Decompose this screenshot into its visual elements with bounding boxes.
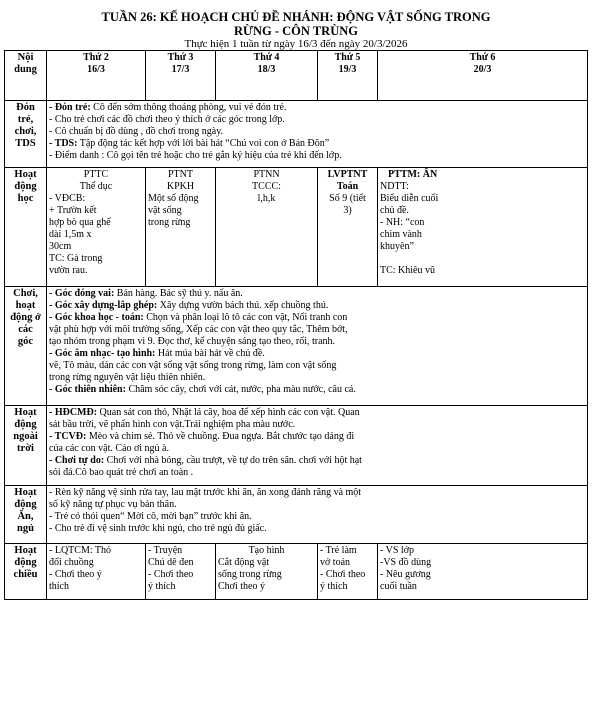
row-head-text: góc <box>17 336 34 347</box>
cell-subtitle: NDTT: <box>380 181 409 192</box>
cell-line: 30cm <box>49 241 72 252</box>
cell-line: TC: Khiêu vũ <box>380 265 435 276</box>
line-text: Cô đến sớm thông thoáng phòng, vui vẻ đón trẻ. <box>90 102 287 113</box>
text-line <box>49 431 585 443</box>
cell-line: - VS lớp <box>380 545 414 556</box>
text-line <box>49 455 585 467</box>
row-head-text: Hoạt <box>14 545 37 556</box>
reception-content <box>47 101 588 168</box>
cell-line: - LQTCM: Thỏ <box>49 545 112 556</box>
cell-title: PTTC <box>83 169 109 180</box>
learning-cell-thu <box>318 168 378 287</box>
text-line <box>49 102 585 114</box>
row-head-text: TDS <box>15 138 36 149</box>
text-line <box>49 443 585 455</box>
text-line <box>49 150 585 162</box>
row-head-text: động <box>14 181 37 192</box>
cell-line: 3) <box>343 205 352 216</box>
cell-line: - Nêu gương <box>380 569 431 580</box>
cell-title: PTNT <box>168 169 193 180</box>
corners-content <box>47 287 588 406</box>
row-head-text: Ăn, <box>17 511 34 522</box>
corners-head <box>5 287 47 406</box>
cell-line: vườn rau. <box>49 265 88 276</box>
cell-line: thích <box>49 581 69 592</box>
cell-line: l,h,k <box>257 193 276 204</box>
text-line <box>49 300 585 312</box>
text-line <box>49 407 585 419</box>
cell-line: đổi chuồng <box>49 557 94 568</box>
outdoor-content <box>47 406 588 486</box>
content-header-text: Nội <box>17 52 34 63</box>
row-head-text: các <box>18 324 33 335</box>
cell-line: ý thích <box>320 581 348 592</box>
day-name: Thứ 3 <box>167 52 194 63</box>
row-head-text: ngủ <box>17 523 34 534</box>
cell-line: Tạo hình <box>248 545 285 556</box>
row-head-text: Đón <box>16 102 35 113</box>
page-title-line1: TUẦN 26: KẾ HOẠCH CHỦ ĐỀ NHÁNH: ĐỘNG VẬT SỐNG TRONG <box>101 10 491 24</box>
afternoon-cell-fri <box>378 544 588 600</box>
meals-head <box>5 486 47 544</box>
line-text: vật phù hợp với môi trường sống, Xếp các con vật theo quy tắc, Thêm bớt, <box>49 324 348 335</box>
line-text: Chăm sóc cây, chơi với cát, nước, pha màu nước, câu cá. <box>125 384 356 395</box>
page-title-line2: RỪNG - CÔN TRÙNG <box>234 24 358 38</box>
cell-line: - Truyện <box>148 545 183 556</box>
row-head-text: chiều <box>13 569 38 580</box>
cell-line: -VS đồ dùng <box>380 557 432 568</box>
row-head-text: Chơi, <box>13 288 38 299</box>
row-head-text: chơi, <box>14 126 37 137</box>
learning-cell-wed <box>216 168 318 287</box>
cell-line: dài 1,5m x <box>49 229 92 240</box>
meals-row <box>5 486 588 544</box>
reception-head <box>5 101 47 168</box>
text-line <box>49 384 585 396</box>
row-head-text: động <box>14 419 37 430</box>
line-text: Chọn và phân loại lô tô các con vật, Nối tranh con <box>143 312 348 323</box>
table-header-row <box>5 51 588 101</box>
line-label: - Góc xây dựng-lắp ghép: <box>49 300 158 311</box>
cell-line: Một số động <box>148 193 199 204</box>
text-line: - Cho trẻ đi vệ sinh trước khi ngủ, cho trẻ ngủ đủ giấc. <box>49 523 267 534</box>
cell-line: vở toán <box>320 557 351 568</box>
content-header-text: dung <box>14 64 37 75</box>
day-name: Thứ 4 <box>253 52 280 63</box>
row-head-text: Hoạt <box>14 407 37 418</box>
line-label: - TDS: <box>49 138 78 149</box>
text-line: - Rèn kỹ năng vệ sinh rửa tay, lau mặt trước khi ăn, ăn xong đánh răng và một <box>49 487 362 498</box>
learning-cell-mon <box>47 168 146 287</box>
afternoon-head <box>5 544 47 600</box>
text-line <box>49 288 585 300</box>
text-line <box>49 336 585 348</box>
cell-line: Chú dê đen <box>148 557 194 568</box>
cell-line: - VĐCB: <box>49 193 86 204</box>
row-head-text: động ở <box>10 312 41 323</box>
cell-line: vật sống <box>148 205 182 216</box>
afternoon-cell-mon <box>47 544 146 600</box>
line-label: - Góc khoa học - toán: <box>49 312 144 323</box>
line-text: tạo nhóm trong phạm vi 9. Đọc thơ, kể chuyện sáng tạo theo, rối, tranh. <box>49 336 336 347</box>
row-head-text: Hoạt <box>14 169 37 180</box>
text-line <box>49 324 585 336</box>
day-date: 16/3 <box>87 64 105 75</box>
day-header-tue <box>146 51 216 101</box>
day-date: 20/3 <box>473 64 492 75</box>
cell-line: - Chơi theo <box>320 569 366 580</box>
learning-head <box>5 168 47 287</box>
row-head-text: động <box>14 499 37 510</box>
line-label: - Chơi tự do: <box>49 455 105 466</box>
afternoon-cell-thu <box>318 544 378 600</box>
row-head-text: trẻ, <box>17 114 34 125</box>
line-text: Tập động tác kết hợp với lời bài hát “Chú voi con ở Bản Đôn” <box>77 138 330 149</box>
text-line <box>49 360 585 372</box>
line-text: sỏi đá.Cô bao quát trẻ chơi an toàn . <box>49 467 194 478</box>
outdoor-head <box>5 406 47 486</box>
cell-line: hợp bò qua ghế <box>49 217 111 228</box>
cell-line: + Trườn kết <box>49 205 97 216</box>
text-line <box>49 467 585 479</box>
corners-row <box>5 287 588 406</box>
learning-cell-tue <box>146 168 216 287</box>
cell-line: ý thích <box>148 581 176 592</box>
line-text: vẽ, Tô màu, dán các con vật sống vật sống trong rừng, làm con vật sống <box>49 360 337 371</box>
cell-subtitle: Thể dục <box>79 181 113 192</box>
cell-line: trong rừng <box>148 217 191 228</box>
line-text: Hát múa bài hát về chủ đề. <box>155 348 265 359</box>
day-date: 17/3 <box>171 64 190 75</box>
cell-line: chủ đề. <box>380 205 409 216</box>
text-line <box>49 138 585 150</box>
line-label: - Góc âm nhạc- tạo hình: <box>49 348 156 359</box>
cell-line: cuối tuần <box>380 581 417 592</box>
day-name: Thứ 2 <box>83 52 109 63</box>
line-text: Bán hàng. Bác sỹ thú y. nấu ăn. <box>114 288 243 299</box>
text-line <box>49 114 585 126</box>
cell-line: - NH: “con <box>380 217 425 228</box>
day-header-mon <box>47 51 146 101</box>
line-text: sát bầu trời, vẽ phấn hình con vật.Trải nghiệm pha màu nước. <box>49 419 296 430</box>
line-label: - HĐCMĐ: <box>49 407 98 418</box>
cell-title: PTNN <box>253 169 280 180</box>
learning-row <box>5 168 588 287</box>
cell-line: khuyên” <box>380 241 414 252</box>
day-name: Thứ 5 <box>334 52 361 63</box>
reception-row <box>5 101 588 168</box>
afternoon-cell-wed <box>216 544 318 600</box>
cell-line: - Trẻ làm <box>320 545 357 556</box>
day-header-wed <box>216 51 318 101</box>
row-head-text: trời <box>17 443 34 454</box>
day-header-thu <box>318 51 378 101</box>
line-label: - TCVĐ: <box>49 431 87 442</box>
page-subtitle: Thực hiện 1 tuần từ ngày 16/3 đến ngày 20/3/2026 <box>184 38 408 50</box>
cell-line: Cắt động vật <box>218 557 270 568</box>
row-head-text: ngoài <box>13 431 38 442</box>
weekly-plan-table <box>4 50 588 600</box>
cell-line: TC: Gà trong <box>49 253 103 264</box>
content-header-cell <box>5 51 47 101</box>
day-name: Thứ 6 <box>469 52 496 63</box>
line-text: của các con vật. Cáo ơi ngủ à. <box>49 443 169 454</box>
text-line <box>49 126 585 138</box>
line-label: - Góc đóng vai: <box>49 288 115 299</box>
line-text: - Điểm danh : Cô gọi tên trẻ hoặc cho trẻ gắn ký hiệu của trẻ khi đến lớp. <box>49 150 342 161</box>
line-text: - Cho trẻ chơi các đồ chơi theo ý thích ở các góc trong lớp. <box>49 114 285 125</box>
learning-cell-fri <box>378 168 588 287</box>
line-text: Quan sát con thỏ, Nhặt lá cây, hoa để xếp hình các con vật. Quan <box>97 407 360 418</box>
cell-subtitle: Toán <box>336 181 359 192</box>
cell-line: - Chơi theo ý <box>49 569 102 580</box>
text-line <box>49 419 585 431</box>
cell-line: Biểu diễn cuối <box>380 193 439 204</box>
cell-line: Chơi theo ý <box>218 581 265 592</box>
outdoor-row <box>5 406 588 486</box>
text-line: - Trẻ có thói quen“ Mời cô, mời bạn” trước khi ăn. <box>49 511 252 522</box>
row-head-text: Hoạt <box>14 487 37 498</box>
day-date: 18/3 <box>257 64 276 75</box>
cell-subtitle: KPKH <box>166 181 195 192</box>
line-label: - Góc thiên nhiên: <box>49 384 126 395</box>
cell-title: LVPTNT <box>327 169 368 180</box>
day-header-fri <box>378 51 588 101</box>
text-line <box>49 312 585 324</box>
line-text: Chơi với nhà bóng, cầu trượt, về tự do trên sân. chơi với hột hạt <box>104 455 362 466</box>
row-head-text: học <box>17 193 34 204</box>
cell-subtitle: TCCC: <box>252 181 281 192</box>
day-date: 19/3 <box>338 64 357 75</box>
line-text: trong rừng nguyên vật liệu thiên nhiên. <box>49 372 206 383</box>
row-head-text: hoạt <box>15 300 36 311</box>
cell-line <box>380 253 585 265</box>
cell-line: Số 9 (tiết <box>329 193 366 204</box>
line-text: Xây dựng vườn bách thú. xếp chuồng thú. <box>157 300 329 311</box>
cell-line: sống trong rừng <box>218 569 282 580</box>
row-head-text: động <box>14 557 37 568</box>
cell-line: - Chơi theo <box>148 569 194 580</box>
text-line <box>49 372 585 384</box>
line-text: Mèo và chim sẻ. Thỏ về chuồng. Đua ngựa. Bắt chước tạo dáng đi <box>86 431 355 442</box>
line-label: - Đón trẻ: <box>49 102 91 113</box>
afternoon-cell-tue <box>146 544 216 600</box>
afternoon-row <box>5 544 588 600</box>
meals-content <box>47 486 588 544</box>
cell-title: PTTM: ÂN <box>388 169 438 180</box>
text-line <box>49 348 585 360</box>
text-line: số kỹ năng tự phục vụ bản thân. <box>49 499 177 510</box>
line-text: - Cô chuẩn bị đồ dùng , đồ chơi trong ngày. <box>49 126 224 137</box>
cell-line: chim vành <box>380 229 422 240</box>
